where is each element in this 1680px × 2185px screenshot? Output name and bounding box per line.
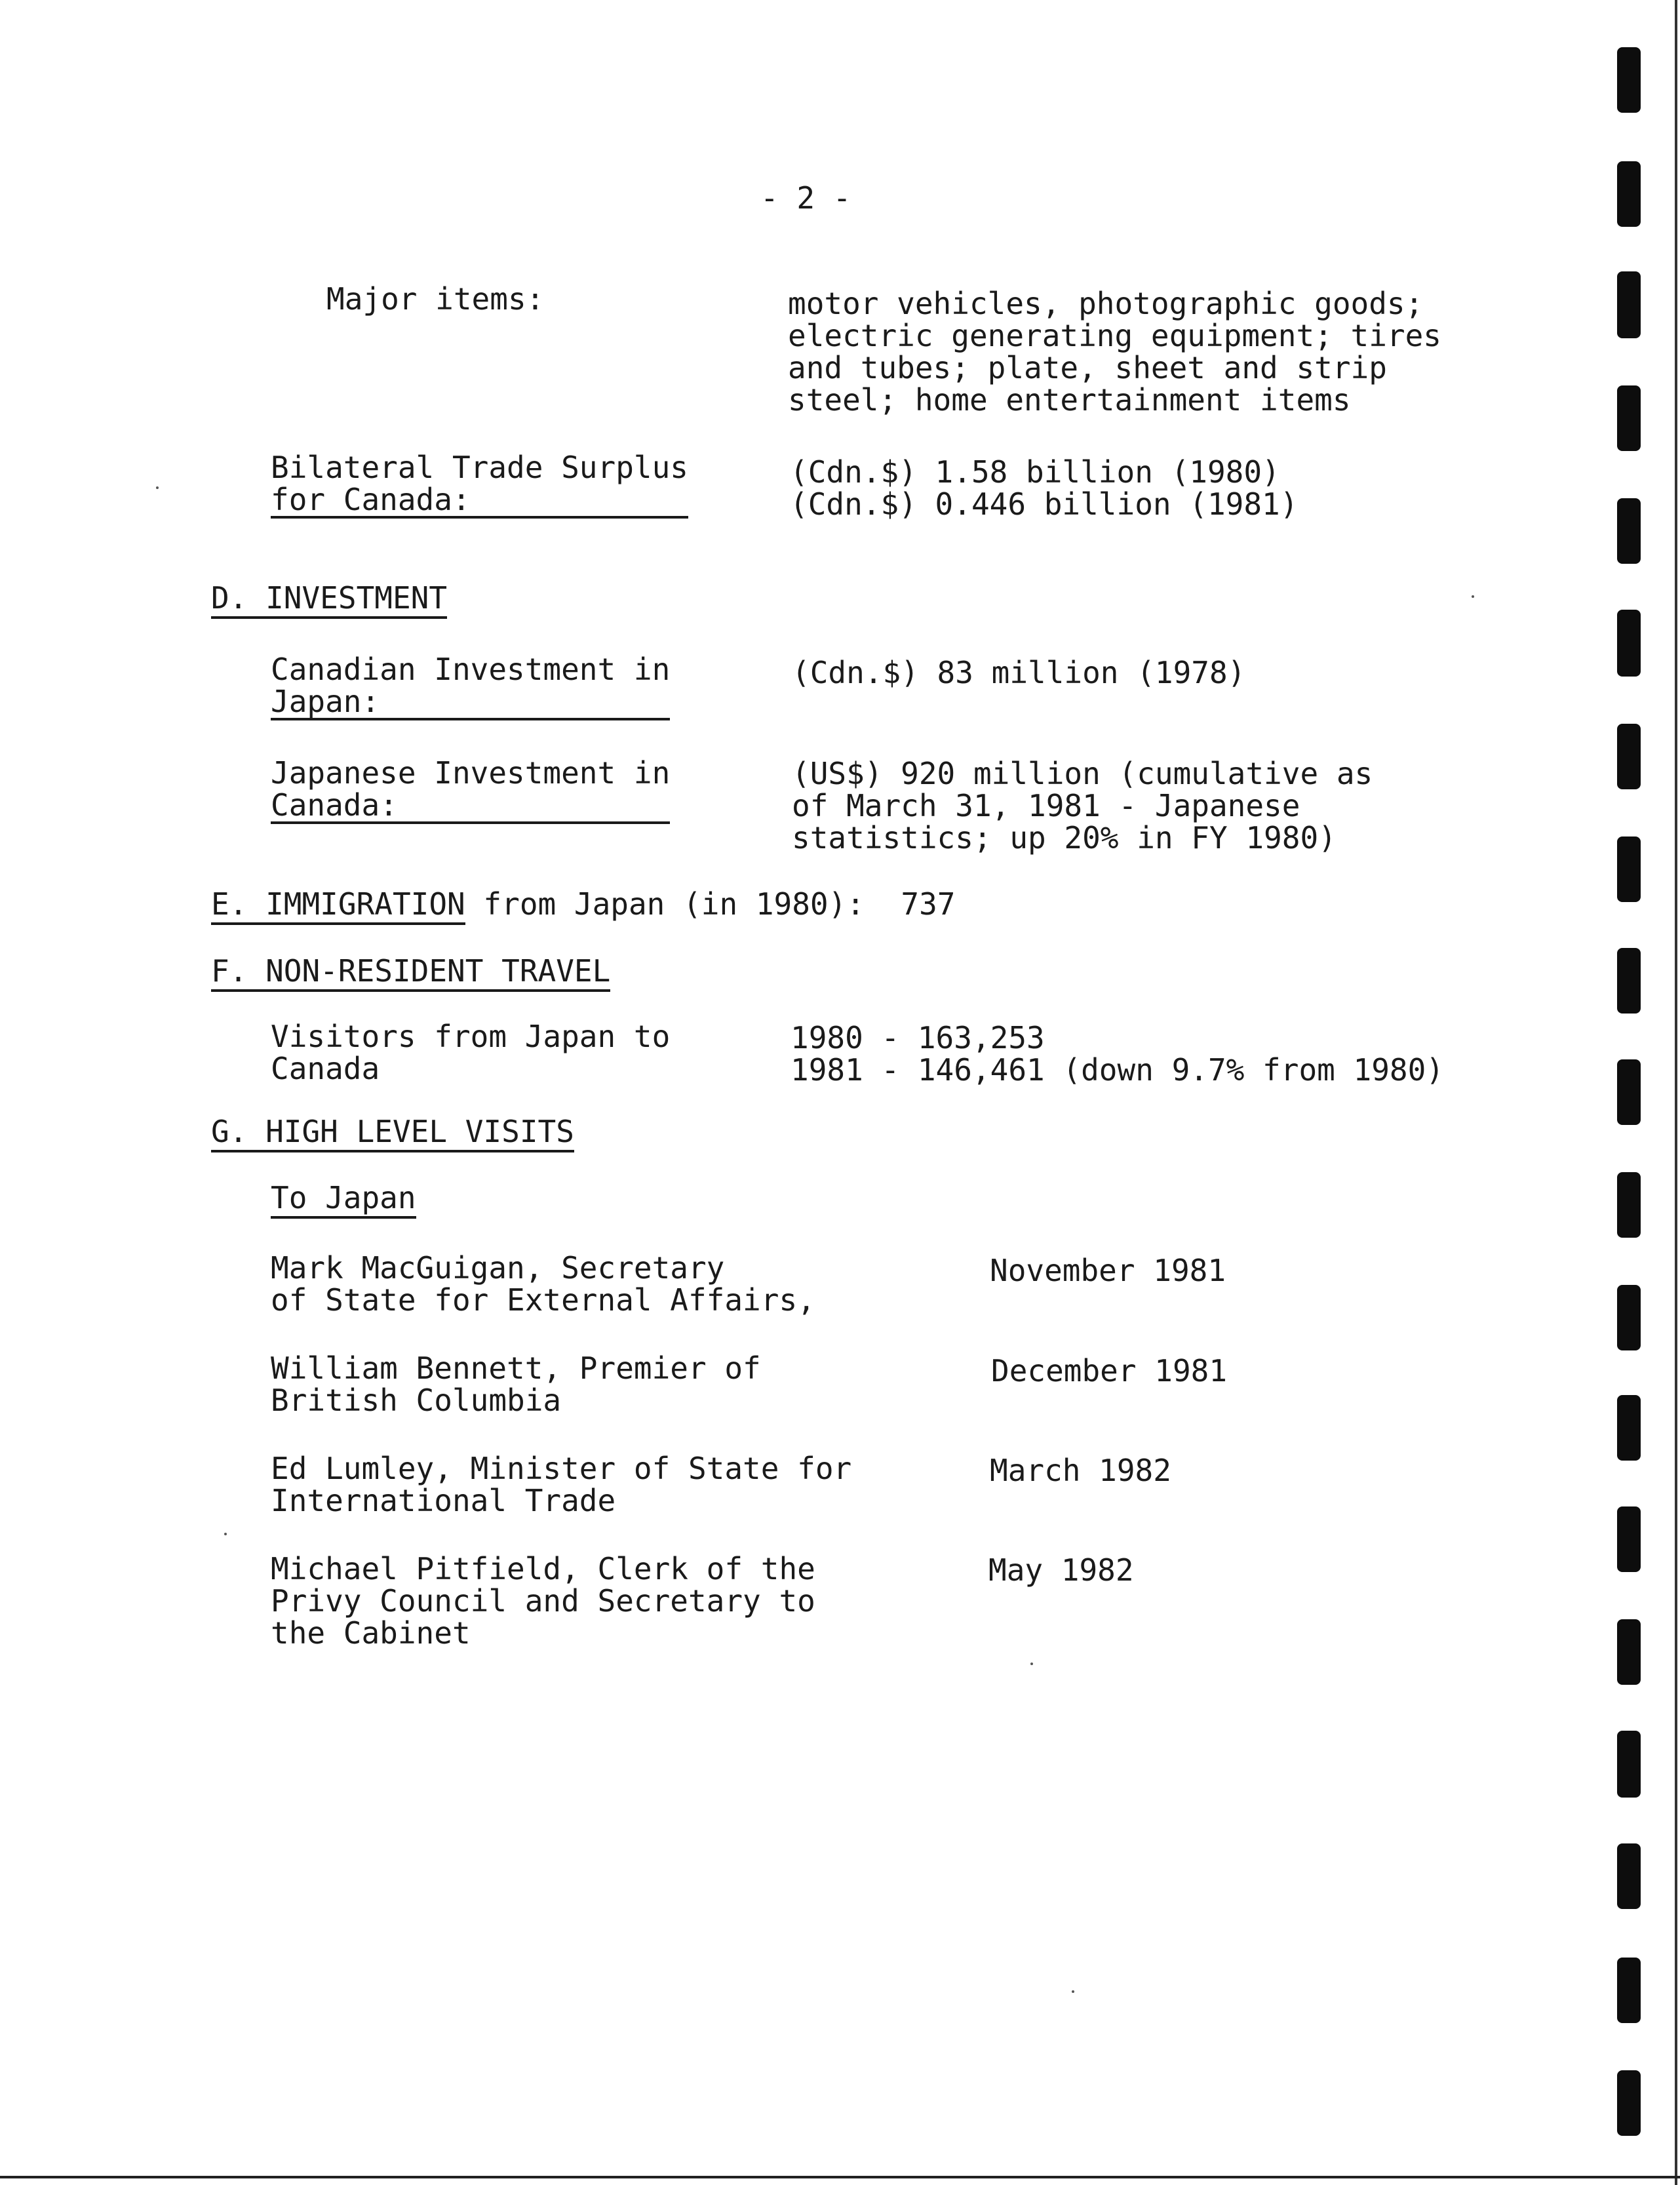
visit-when: December 1981 [991,1353,1228,1388]
binder-hole-mark [1617,948,1641,1014]
major-items-line: electric generating equipment; tires [788,318,1441,353]
visit-who-line: Ed Lumley, Minister of State for [271,1451,852,1486]
binder-hole-mark [1617,1958,1641,2023]
section-d-letter: D. [211,580,248,616]
trade-surplus-value: (Cdn.$) 0.446 billion (1981) [790,486,1299,522]
visitors-label [271,1021,670,1085]
japanese-investment-label-line: Japanese Investment in [271,755,671,791]
visit-when: May 1982 [988,1552,1134,1588]
binder-hole-mark [1617,385,1641,451]
binder-hole-mark [1617,610,1641,677]
canadian-investment-underlined [271,654,670,720]
scan-speck [1030,1663,1033,1665]
visit-who-line: the Cabinet [271,1615,471,1651]
major-items-line: motor vehicles, photographic goods; [788,286,1424,321]
trade-surplus-label-line: for Canada: [271,482,471,517]
section-d-underlined [211,580,447,619]
section-d-title: INVESTMENT [265,580,448,616]
binder-hole-mark [1617,1395,1641,1461]
binder-hole-mark [1617,1843,1641,1909]
binder-hole-mark [1617,47,1641,113]
japanese-investment-label-line: Canada: [271,787,398,823]
binder-hole-mark [1617,498,1641,564]
binder-hole-mark [1617,837,1641,902]
section-f-heading [211,955,610,987]
visit-who [271,1352,761,1417]
page-number: - 2 - [760,180,851,216]
visit-who [271,1252,815,1316]
section-g-underlined [211,1114,574,1152]
canadian-investment-value [792,657,1245,689]
trade-surplus-values [790,456,1298,521]
canadian-investment-value-line: (Cdn.$) 83 million (1978) [792,655,1246,690]
visit-who-line: Privy Council and Secretary to [271,1583,815,1619]
trade-surplus-label-line: Bilateral Trade Surplus [271,450,688,485]
binder-hole-mark [1617,271,1641,338]
binder-hole-mark [1617,1619,1641,1685]
scan-speck [1472,595,1474,598]
major-items-line: steel; home entertainment items [788,382,1351,418]
japanese-investment-value-line: statistics; up 20% in FY 1980) [792,820,1337,856]
visit-who-line: International Trade [271,1483,616,1518]
section-f-underlined [211,953,610,992]
binder-hole-mark [1617,1731,1641,1798]
trade-surplus-label-underlined [271,452,688,519]
visitors-label-line: Visitors from Japan to [271,1019,671,1054]
canadian-investment-label-line: Japan: [271,684,380,719]
visit-when: November 1981 [990,1253,1226,1288]
visit-who-line: Mark MacGuigan, Secretary [271,1250,725,1286]
to-japan-subheading [271,1182,416,1214]
visitors-label-line: Canada [271,1051,380,1086]
section-g-title: HIGH LEVEL VISITS [265,1114,574,1149]
japanese-investment-value [792,758,1373,854]
visit-when: March 1982 [990,1453,1171,1488]
to-japan-underlined: To Japan [271,1180,416,1219]
visit-who [271,1553,815,1649]
japanese-investment-underlined [271,757,670,824]
major-items-text [788,288,1441,416]
section-g-heading [211,1116,574,1148]
visitors-value-line: 1981 - 146,461 (down 9.7% from 1980) [791,1052,1444,1088]
visitors-values [791,1022,1444,1086]
japanese-investment-label [271,757,670,824]
scan-speck [1072,1990,1074,1993]
section-e-rest: from Japan (in 1980): 737 [465,886,956,922]
binder-hole-mark [1617,2070,1641,2136]
binder-hole-mark [1617,1059,1641,1125]
section-d-heading [211,582,447,614]
japanese-investment-value-line: (US$) 920 million (cumulative as [792,756,1373,791]
major-items-label: Major items: [326,281,545,317]
page-edge-bottom [0,2176,1680,2178]
canadian-investment-label [271,654,670,720]
visit-who-line: Michael Pitfield, Clerk of the [271,1551,815,1586]
scan-speck [224,1533,227,1535]
visitors-value-line: 1980 - 163,253 [791,1020,1045,1055]
section-f-title: NON-RESIDENT TRAVEL [265,953,611,989]
visit-who-line: of State for External Affairs, [271,1282,815,1318]
section-f-letter: F. [211,953,248,989]
visit-who [271,1453,851,1517]
trade-surplus-value: (Cdn.$) 1.58 billion (1980) [790,454,1280,490]
section-e-underlined [211,886,465,925]
section-e-title: IMMIGRATION [265,886,465,922]
trade-surplus-label [271,452,688,519]
binder-hole-mark [1617,1506,1641,1572]
page-edge-right [1675,0,1677,2185]
section-e-line [211,888,955,920]
binder-hole-mark [1617,161,1641,227]
scan-speck [156,486,159,489]
binder-hole-mark [1617,1285,1641,1350]
visit-who-line: British Columbia [271,1383,562,1418]
visit-who-line: William Bennett, Premier of [271,1350,761,1386]
section-e-letter: E. [211,886,248,922]
canadian-investment-label-line: Canadian Investment in [271,652,671,687]
binder-hole-mark [1617,724,1641,789]
japanese-investment-value-line: of March 31, 1981 - Japanese [792,788,1300,823]
major-items-line: and tubes; plate, sheet and strip [788,350,1387,385]
section-g-letter: G. [211,1114,248,1149]
binder-hole-mark [1617,1172,1641,1238]
